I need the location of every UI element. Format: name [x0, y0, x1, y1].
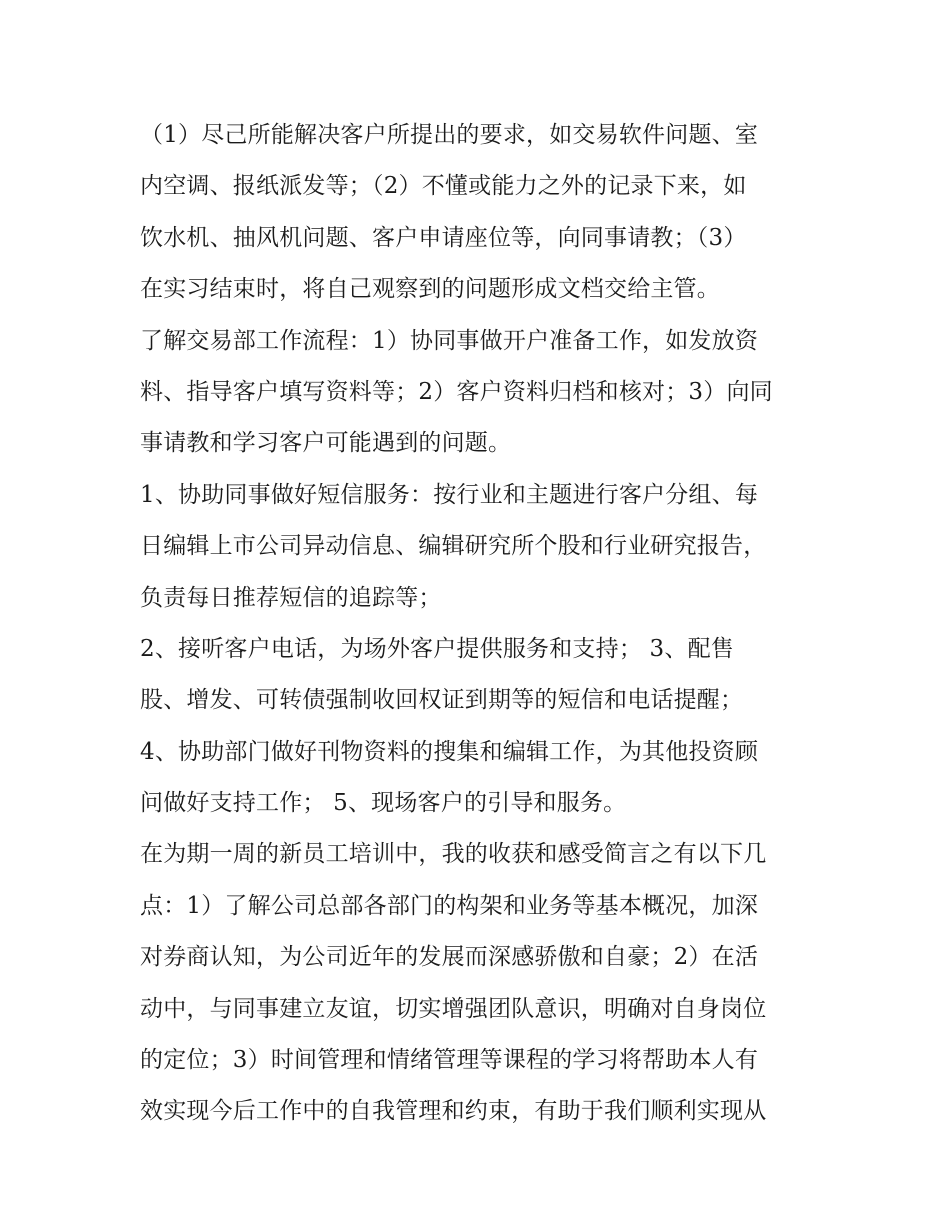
text-line: 内空调、报纸派发等；（2）不懂或能力之外的记录下来，如 — [140, 173, 747, 200]
document-page — [140, 110, 830, 1138]
text-line: 饮水机、抽风机问题、客户申请座位等，向同事请教；（3） — [140, 224, 747, 251]
text-line: 股、增发、可转债强制收回权证到期等的短信和电话提醒； — [140, 687, 744, 714]
text-line: 了解交易部工作流程：1）协同事做开户准备工作，如发放资 — [140, 327, 759, 354]
text-line: 在为期一周的新员工培训中，我的收获和感受简言之有以下几 — [140, 841, 767, 868]
text-line: 1、协助同事做好短信服务：按行业和主题进行客户分组、每 — [140, 481, 759, 508]
text-line: 4、协助部门做好刊物资料的搜集和编辑工作，为其他投资顾 — [140, 738, 759, 765]
text-line: （1）尽己所能解决客户所提出的要求，如交易软件问题、室 — [140, 122, 759, 148]
text-line: 问做好支持工作； 5、现场客户的引导和服务。 — [140, 790, 627, 817]
text-line: 效实现今后工作中的自我管理和约束，有助于我们顺利实现从 — [140, 1098, 767, 1125]
text-line: 的定位；3）时间管理和情绪管理等课程的学习将帮助本人有 — [140, 1047, 759, 1074]
text-line: 动中，与同事建立友谊，切实增强团队意识，明确对自身岗位 — [140, 995, 767, 1022]
text-line: 在实习结束时，将自己观察到的问题形成文档交给主管。 — [140, 276, 720, 303]
paragraph-trading-workflow — [140, 316, 830, 470]
text-line: 对券商认知，为公司近年的发展而深感骄傲和自豪；2）在活 — [140, 944, 759, 971]
paragraph-sms-service — [140, 470, 830, 624]
text-line: 料、指导客户填写资料等；2）客户资料归档和核对；3）向同 — [140, 378, 773, 405]
text-line: 事请教和学习客户可能遇到的问题。 — [140, 430, 512, 457]
text-line: 2、接听客户电话，为场外客户提供服务和支持； 3、配售 — [140, 635, 734, 662]
text-line: 日编辑上市公司异动信息、编辑研究所个股和行业研究报告， — [140, 533, 767, 560]
paragraph-training-summary — [140, 829, 830, 1137]
paragraph-phone-service — [140, 624, 830, 727]
text-line: 点：1）了解公司总部各部门的构架和业务等基本概况，加深 — [140, 892, 759, 919]
paragraph-publication-support — [140, 727, 830, 830]
text-line: 负责每日推荐短信的追踪等； — [140, 584, 442, 611]
paragraph-customer-service — [140, 110, 830, 316]
